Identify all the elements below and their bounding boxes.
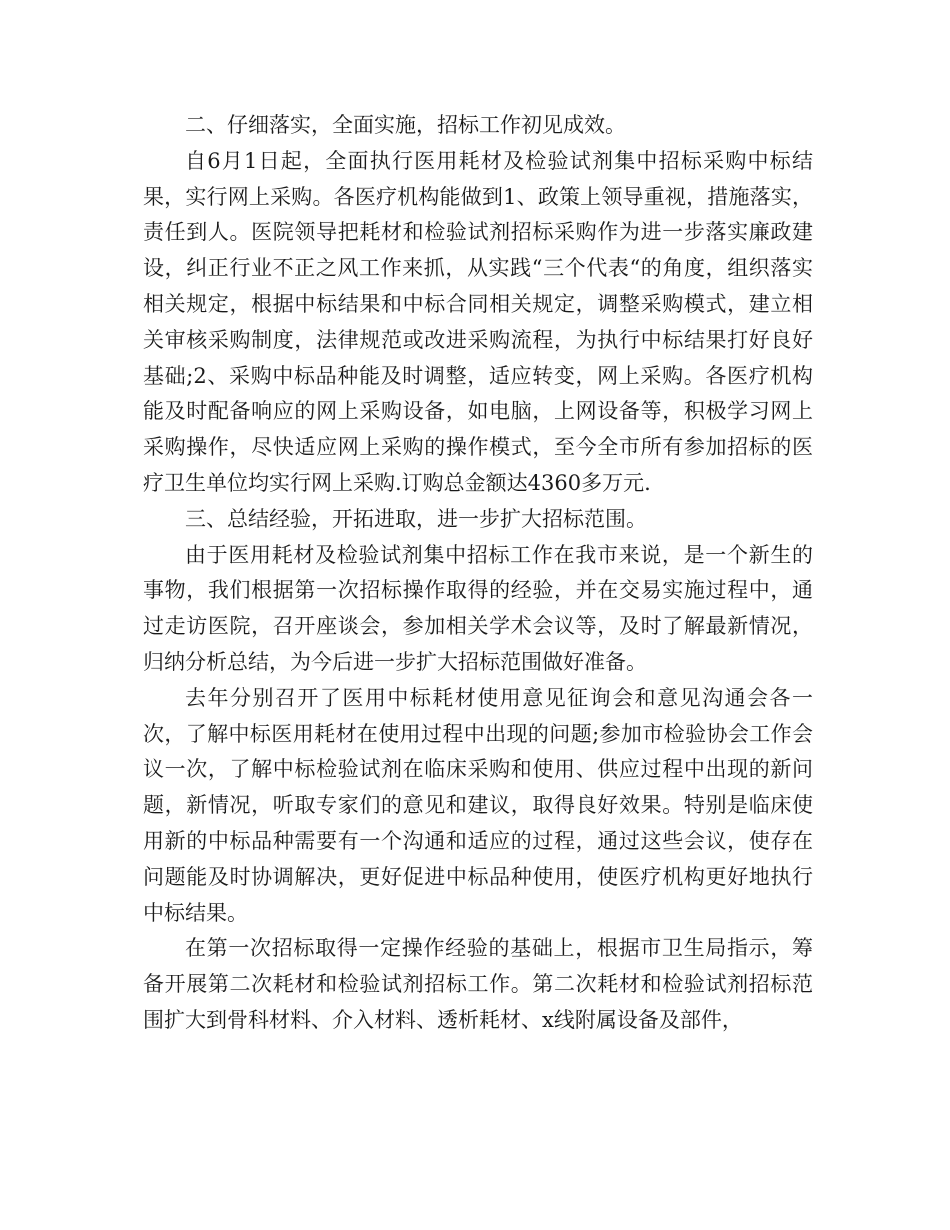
paragraph-meetings: 去年分别召开了医用中标耗材使用意见征询会和意见沟通会各一次，了解中标医用耗材在使用过程中出现的问题;参加市检验协会工作会议一次，了解中标检验试剂在临床采购和使用、供应过程中出现的新问题，新情况，听取专家们的意见和建议，取得良好效果。特别是临床使用新的中标品种需要有一个沟通和适应的过程，通过这些会议，使存在问题能及时协调解决，更好促进中标品种使用，使医疗机构更好地执行中标结果。 [143,685,813,925]
paragraph-experience: 由于医用耗材及检验试剂集中招标工作在我市来说，是一个新生的事物，我们根据第一次招标操作取得的经验，并在交易实施过程中，通过走访医院，召开座谈会，参加相关学术会议等，及时了解最新情况，归纳分析总结，为今后进一步扩大招标范围做好准备。 [143,542,813,674]
section-heading-2: 二、仔细落实，全面实施，招标工作初见成效。 [185,113,626,137]
paragraph-second-tender: 在第一次招标取得一定操作经验的基础上，根据市卫生局指示，筹备开展第二次耗材和检验试剂招标工作。第二次耗材和检验试剂招标范围扩大到骨科材料、介入材料、透析耗材、x线附属设备及部件， [143,936,813,1032]
section-heading-3: 三、总结经验，开拓进取，进一步扩大招标范围。 [185,506,647,531]
document-body [143,108,813,1039]
paragraph-implementation: 自6月1日起，全面执行医用耗材及检验试剂集中招标采购中标结果，实行网上采购。各医疗机构能做到1、政策上领导重视，措施落实，责任到人。医院领导把耗材和检验试剂招标采购作为进一步落实廉政建设，纠正行业不正之风工作来抓，从实践“三个代表“的角度，组织落实相关规定，根据中标结果和中标合同相关规定，调整采购模式，建立相关审核采购制度，法律规范或改进采购流程，为执行中标结果打好良好基础;2、采购中标品种能及时调整，适应转变，网上采购。各医疗机构能及时配备响应的网上采购设备，如电脑，上网设备等，积极学习网上采购操作，尽快适应网上采购的操作模式，至今全市所有参加招标的医疗卫生单位均实行网上采购.订购总金额达4360多万元. [143,148,813,495]
